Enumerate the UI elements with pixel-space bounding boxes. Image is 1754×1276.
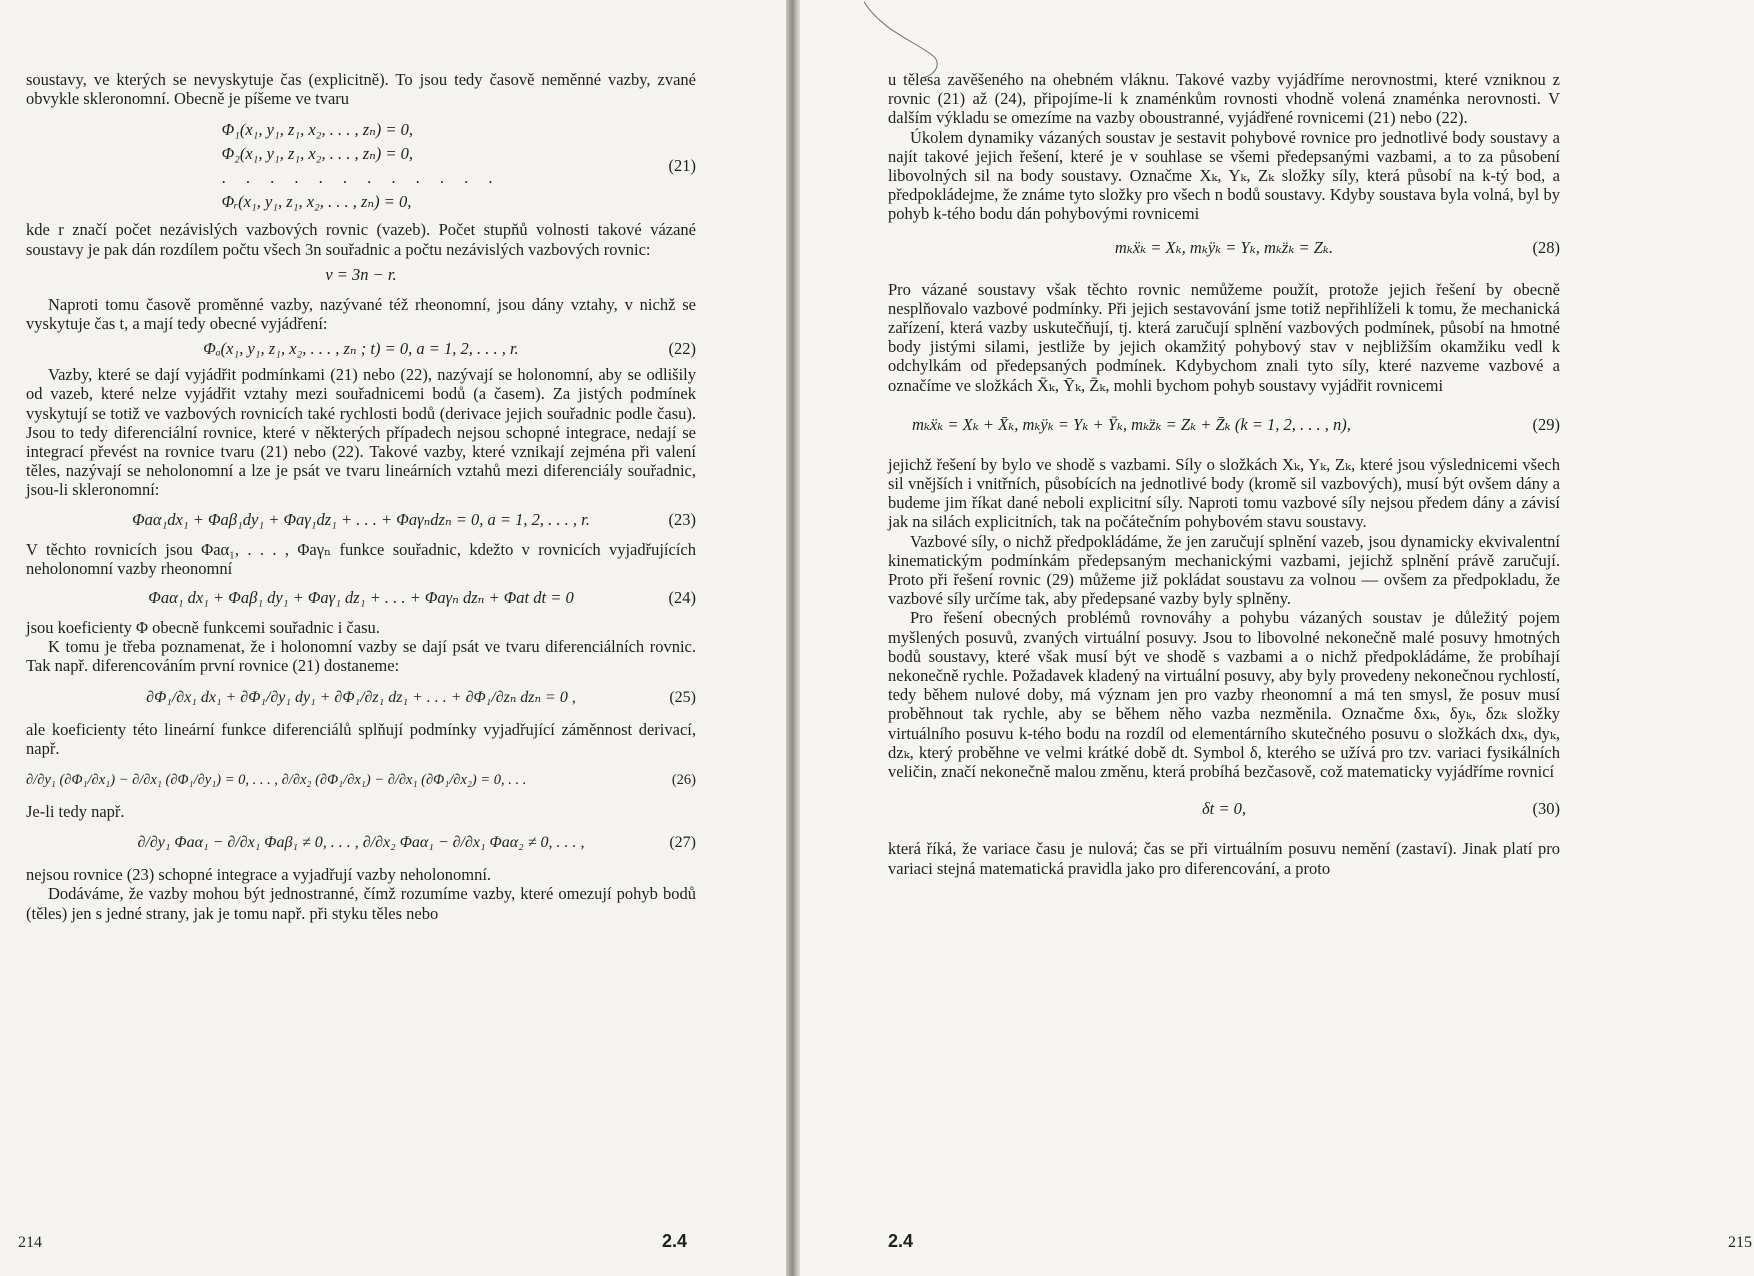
pencil-mark	[862, 0, 952, 80]
equation-21	[26, 120, 696, 212]
equation-25	[26, 688, 696, 708]
equation-number: (26)	[671, 772, 696, 789]
paragraph: Naproti tomu časově proměnné vazby, nazývané též rheonomní, jsou dány vztahy, v nichž se vyskytuje čas t, a mají tedy obecné vyjádření:	[26, 294, 696, 334]
equation-number: (24)	[668, 588, 696, 608]
equation-number: (30)	[1532, 799, 1560, 819]
paragraph: Pro vázané soustavy však těchto rovnic nemůžeme použít, protože jejich řešení by obecně nesplňovalo vazbové podmínky. Při jejich sestavování jsme totiž nepřihlíželi k tomu, že mechanická zařízení, která vazby uskutečňují, tj. která zaručují splnění vazbových podmínek, působí na hmotné body jistými silami, jestliže by jejich okamžitý pohybový stav v nejbližším okamžiku vedl k odchylkám od předepsaných podmínek. Kdybychom znali tyto síly, které nazveme vazbové a označíme ve složkách X̄ₖ, Ȳₖ, Z̄ₖ, mohli bychom pohyb soustavy vyjádřit rovnicemi	[888, 279, 1560, 395]
right-page	[800, 0, 1754, 1276]
equation-expression: ∂/∂y₁ (∂Φ₁/∂x₁) − ∂/∂x₁ (∂Φ₁/∂y₁) = 0, . . . , ∂/∂x₂ (∂Φ₁/∂x₁) − ∂/∂x₁ (∂Φ₁/∂x₂) = 0, . . .	[26, 772, 527, 789]
paragraph: u tělesa zavěšeného na ohebném vláknu. Takové vazby vyjádříme nerovnostmi, které vzniknou z rovnic (21) až (24), připojíme-li k znaménkům rovnosti vhodně volená znaménka nerovnosti. V dalším výkladu se omezíme na vazby oboustranné, vyjádřené rovnicemi (21) nebo (22).	[888, 70, 1560, 128]
equation-27	[26, 833, 696, 853]
paragraph: Vazbové síly, o nichž předpokládáme, že jen zaručují splnění vazeb, jsou dynamicky ekvivalentní kinematickým podmínkám předepsaným mechanickými vazbami, jejichž splnění právě zaručují. Proto při řešení rovnic (29) můžeme již pokládat soustavu za volnou — ovšem za předpokladu, že vazbové síly určíme tak, aby předepsané vazby byly splněny.	[888, 531, 1560, 609]
section-number: 2.4	[662, 1231, 688, 1251]
left-column	[26, 70, 696, 923]
right-column	[888, 70, 1560, 878]
equation-expression: mₖẍₖ = Xₖ + X̄ₖ, mₖÿₖ = Yₖ + Ȳₖ, mₖz̈ₖ = Zₖ + Z̄ₖ (k = 1, 2, . . . , n),	[912, 414, 1351, 434]
paragraph: jejichž řešení by bylo ve shodě s vazbami. Síly o složkách Xₖ, Yₖ, Zₖ, které jsou výslednicemi všech sil vnějších i vnitřních, působících na jednotlivé body (kromě sil vazbových), musí být ovšem dány a budeme jim říkat dané neboli explicitní síly. Naproti tomu vazbové síly nejsou předem dány a závisí jak na silách explicitních, tak na počátečním pohybovém stavu soustavy.	[888, 454, 1560, 532]
equation-expression: ∂Φ₁/∂x₁ dx₁ + ∂Φ₁/∂y₁ dy₁ + ∂Φ₁/∂z₁ dz₁ + . . . + ∂Φ₁/∂zₙ dzₙ = 0 ,	[146, 688, 576, 706]
equation-expression: Φₐ(x₁, y₁, z₁, x₂, . . . , zₙ ; t) = 0, a = 1, 2, . . . , r.	[203, 339, 519, 359]
equation-23	[26, 510, 696, 530]
paragraph: kde r značí počet nezávislých vazbových rovnic (vazeb). Počet stupňů volnosti takové vázané soustavy je pak dán rozdílem počtu všech 3n souřadnic a počtu nezávislých vazbových rovnic:	[26, 220, 696, 259]
paragraph: která říká, že variace času je nulová; čas se při virtuálním posuvu nemění (zastaví). Jinak platí pro variaci stejná matematická pravidla jako pro diferencování, a proto	[888, 839, 1560, 878]
equation-number: (23)	[668, 509, 696, 529]
equation-number: (21)	[668, 156, 696, 176]
book-gutter	[786, 0, 800, 1276]
equation-expression: δt = 0,	[1201, 799, 1246, 819]
equation-number: (28)	[1532, 237, 1560, 257]
equation-dots: . . . . . . . . . . . .	[221, 168, 501, 188]
equation-26	[26, 770, 696, 790]
paragraph: soustavy, ve kterých se nevyskytuje čas (explicitně). To jsou tedy časově neměnné vazby, zvané obvykle skleronomní. Obecně je píšeme ve tvaru	[26, 70, 696, 109]
equation-line: Φ₁(x₁, y₁, z₁, x₂, . . . , zₙ) = 0,	[221, 120, 414, 140]
page-number: 215	[1728, 1234, 1752, 1251]
paragraph: K tomu je třeba poznamenat, že i holonomní vazby se dají psát ve tvaru diferenciálních rovnic. Tak např. diferencováním první rovnice (21) dostaneme:	[26, 637, 696, 676]
paragraph: nejsou rovnice (23) schopné integrace a vyjadřují vazby neholonomní.	[26, 865, 492, 885]
equation-expression: Φaα₁ dx₁ + Φaβ₁ dy₁ + Φaγ₁ dz₁ + . . . + Φaγₙ dzₙ + Φat dt = 0	[148, 588, 574, 608]
paragraph: Vazby, které se dají vyjádřit podmínkami (21) nebo (22), nazývají se holonomní, aby se odlišily od vazeb, které nelze vyjádřit vztahy mezi souřadnicemi bodů (a časem). Za jistých podmínek vyskytují se totiž ve vazbových rovnicích také rychlosti bodů (derivace jejich souřadnic podle času). Jsou to tedy diferenciální rovnice, které v některých případech nejsou schopné integrace, nedají se integrací převést na rovnice tvaru (21) nebo (22). Takové vazby, které vznikají zejména při valení těles, nazývají se neholonomní a lze je psát ve tvaru lineárních vztahů mezi diferenciály souřadnic, jsou-li skleronomní:	[26, 365, 696, 500]
paragraph: ale koeficienty této lineární funkce diferenciálů splňují podmínky vyjadřující záměnnost derivací, např.	[26, 719, 696, 758]
paragraph: Dodáváme, že vazby mohou být jednostranné, čímž rozumíme vazby, které omezují pohyb bodů (těles) jen s jedné strany, jak je tomu např. při styku těles nebo	[26, 884, 696, 923]
equation-29	[888, 415, 1560, 435]
equation-number: (22)	[668, 339, 696, 359]
equation-expression: ν = 3n − r.	[325, 264, 397, 284]
equation-30	[888, 799, 1560, 819]
paragraph: Je-li tedy např.	[26, 802, 125, 822]
equation-22	[26, 339, 696, 359]
left-page	[0, 0, 786, 1276]
equation-number: (25)	[669, 688, 696, 706]
equation-number: (29)	[1532, 414, 1560, 434]
equation-degrees-of-freedom	[26, 265, 696, 285]
equation-expression: Φaα₁dx₁ + Φaβ₁dy₁ + Φaγ₁dz₁ + . . . + Φaγₙdzₙ = 0, a = 1, 2, . . . , r.	[132, 509, 590, 529]
equation-line: Φᵣ(x₁, y₁, z₁, x₂, . . . , zₙ) = 0,	[221, 192, 412, 212]
equation-expression: mₖẍₖ = Xₖ, mₖÿₖ = Yₖ, mₖz̈ₖ = Zₖ.	[1114, 237, 1334, 257]
paragraph: V těchto rovnicích jsou Φaα₁, . . . , Φaγₙ funkce souřadnic, kdežto v rovnicích vyjadřujících neholonomní vazby rheonomní	[26, 539, 696, 578]
equation-system	[222, 120, 501, 212]
paragraph: jsou koeficienty Φ obecně funkcemi souřadnic i času.	[26, 618, 380, 638]
equation-expression: ∂/∂y₁ Φaα₁ − ∂/∂x₁ Φaβ₁ ≠ 0, . . . , ∂/∂x₂ Φaα₁ − ∂/∂x₁ Φaα₂ ≠ 0, . . . ,	[137, 834, 585, 852]
equation-28	[888, 238, 1560, 258]
equation-24	[26, 588, 696, 608]
section-number: 2.4	[888, 1231, 914, 1251]
paragraph: Úkolem dynamiky vázaných soustav je sestavit pohybové rovnice pro jednotlivé body soustavy a najít takové jejich řešení, které je v souhlase se všemi předepsanými vazbami, a to za působení libovolných sil na body soustavy. Označme Xₖ, Yₖ, Zₖ složky síly, která působí na k-tý bod, a předpokládejme, že známe tyto složky pro všech n bodů soustavy. Kdyby soustava byla volná, byl by pohyb k-tého bodu dán pohybovými rovnicemi	[888, 127, 1560, 224]
page-number: 214	[18, 1234, 42, 1251]
equation-line: Φ₂(x₁, y₁, z₁, x₂, . . . , zₙ) = 0,	[221, 144, 414, 164]
paragraph: Pro řešení obecných problémů rovnováhy a pohybu vázaných soustav je důležitý pojem myšlených posuvů, zvaných virtuální posuvy. Jsou to libovolné nekonečně malé posuvy hmotných bodů soustavy, které však musí být ve shodě s vazbami a o nichž předpokládáme, že probíhají nekonečně rychle. Požadavek kladený na virtuální posuvy, aby byly provedeny nekonečnou rychlostí, tedy během nulové doby, má význam jen pro vazby rheonomní a má ten smysl, že posuv musí proběhnout tak rychle, aby se během něho vazba nezměnila. Označme δxₖ, δyₖ, δzₖ složky virtuálního posuvu k-tého bodu na rozdíl od elementárního skutečného posuvu o složkách dxₖ, dyₖ, dzₖ, který proběhne ve velmi krátké době dt. Symbol δ, kterého se užívá pro tzv. variaci fysikálních veličin, značí nekonečně malou změnu, která probíhá bezčasově, což matematicky vyjádříme rovnicí	[888, 608, 1560, 782]
equation-number: (27)	[669, 834, 696, 852]
